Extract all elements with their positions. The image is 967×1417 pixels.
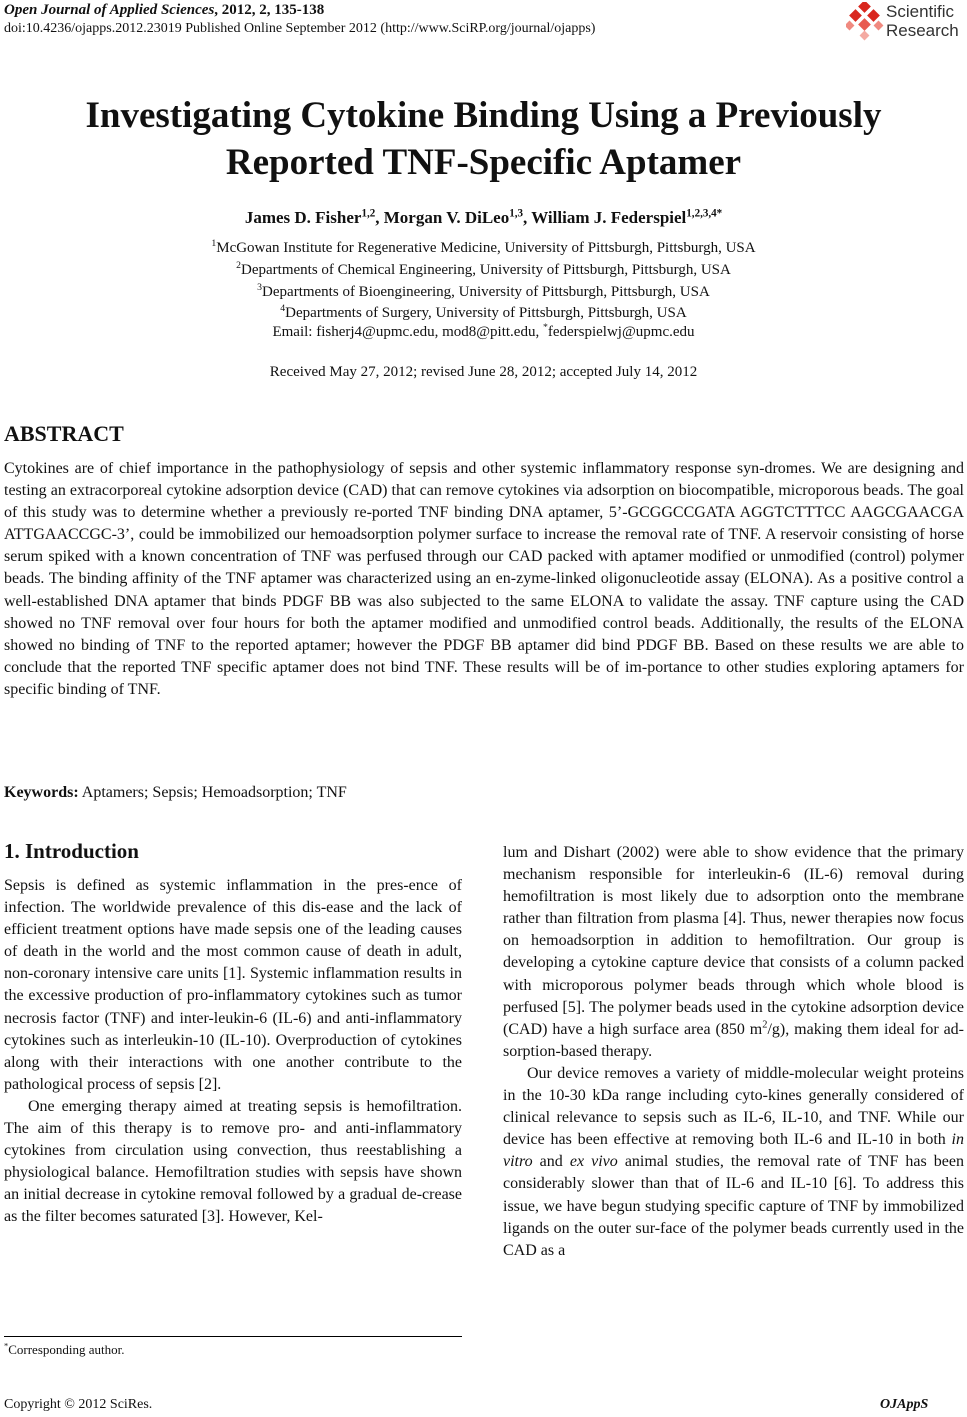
intro-paragraph-2: One emerging therapy aimed at treating sepsis is hemofiltration. The aim of this therapy is to remove pro- and anti-inflammatory cytokines from circulation using convection, thus reestablishing a physiological balance. Hemofiltration studies with sepsis have shown an initial decrease in cytokine removal followed by a gradual de-crease as the filter becomes saturated [3]. However, Kel- (4, 1097, 462, 1226)
author-list (0, 208, 967, 228)
footnote-text: Corresponding author. (8, 1342, 125, 1357)
affiliation (0, 238, 967, 258)
journal-abbrev-footer: OJAppS (880, 1397, 929, 1412)
affiliation-text: Departments of Surgery, University of Pittsburgh, Pittsburgh, USA (285, 305, 687, 321)
affiliation (0, 260, 967, 280)
italic-term: ex vivo (569, 1153, 618, 1171)
keywords (4, 784, 347, 802)
abstract-text: Cytokines are of chief importance in the pathophysiology of sepsis and other systemic inflammatory response syn-dromes. We are designing and testing an extracorporeal cytokine adsorption device (CAD) that can remove cytokines via adsorption on biocompatible, microporous beads. The goal of this study was to determine whether a previously re-ported TNF binding DNA aptamer, 5’-GCGGCCGATA AGGTCTTTCC AAGCGAACGA ATTGAACCGC-3’, could be immobilized our hemoadsorption polymer surface to increase the removal rate of TNF. A reservoir consisting of horse serum spiked with a known concentration of TNF was perfused through our CAD packed with aptamer modified or unmodified (control) polymer beads. The binding affinity of the TNF aptamer was characterized using an en-zyme-linked oligonucleotide assay (ELONA). As a positive control a well-established DNA aptamer that binds PDGF BB was also subjected to the same ELONA to validate the assay. TNF capture using the CAD showed no TNF removal over four hours for both the aptamer modified and unmodified control beads. Additionally, the results of the ELONA showed no binding of TNF to the reported aptamer; however the PDGF BB aptamer did bind PDGF BB. Based on these results we are able to conclude that the reported TNF specific aptamer does not bind TNF. These results will be of im-portance to other studies exploring aptamers for specific binding of TNF. (4, 460, 964, 698)
received-dates: Received May 27, 2012; revised June 28, 2012; accepted July 14, 2012 (269, 364, 698, 380)
footnote-divider (4, 1336, 462, 1337)
affiliation-marker: 1 (211, 238, 217, 249)
author-separator: , (375, 208, 384, 227)
doi-line: doi:10.4236/ojapps.2012.23019 Published Online September 2012 (http://www.SciRP.org/journal/ojapps) (4, 21, 596, 36)
paper-title (0, 92, 967, 186)
author-affiliation-marker: 1,3 (509, 207, 524, 220)
author-name: William J. Federspiel (531, 208, 687, 227)
right-column (503, 842, 964, 1262)
author-name: Morgan V. DiLeo (383, 208, 510, 227)
paragraph-text: animal studies, the removal rate of TNF has been considerably slower than that of IL-6 and IL-10 [6]. To address this issue, we have begun studying specific capture of TNF by immobilized ligands on the outer sur-face of the polymer beads currently used in the CAD as a (503, 1153, 964, 1259)
scirp-logo-icon (846, 2, 884, 42)
journal-header (4, 2, 324, 19)
paragraph-text: lum and Dishart (2002) were able to show evidence that the primary mechanism responsible for interleukin-6 (IL-6) removal during hemofiltration is most likely due to adsorption onto the membrane rather than filtration from plasma [4]. Thus, newer therapies now focus on hemoadsorption in addition to hemofiltration. Our group is developing a cytokine capture device that consists of a column packed with microporous polymer beads through which whole blood is perfused [5]. The polymer beads used in the cytokine adsorption device (CAD) have a high surface area (850 m (503, 844, 964, 1038)
paragraph-text: and (532, 1153, 570, 1171)
email-corresponding: federspielwj@upmc.edu (547, 324, 695, 340)
affiliation (0, 303, 967, 323)
title-line-2: Reported TNF-Specific Aptamer (225, 142, 742, 183)
affiliation-text: McGowan Institute for Regenerative Medicine, University of Pittsburgh, Pittsburgh, USA (216, 240, 756, 256)
email-corresponding-marker: * (542, 322, 548, 333)
section-heading-introduction: 1. Introduction (4, 839, 139, 863)
publisher-logo (846, 0, 966, 44)
affiliation-text: Departments of Bioengineering, University of Pittsburgh, Pittsburgh, USA (262, 284, 710, 300)
journal-name: Open Journal of Applied Sciences (4, 2, 215, 18)
intro-paragraph-1: Sepsis is defined as systemic inflammation in the pres-ence of infection. The worldwide prevalence of this dis-ease and the lack of efficient treatment options have made sepsis one of the leading causes of death in the world and the most common cause of death in adult, non-coronary intensive care units [1]. Systemic inflammation results in the excessive production of pro-inflammatory cytokines such as tumor necrosis factor (TNF) and inter-leukin-6 (IL-6) and anti-inflammatory cytokines such as interleukin-10 (IL-10). Overproduction of cytokines along with their interactions with one another contribute to the pathological process of sepsis [2]. (4, 877, 462, 1093)
email-prefix: Email: fisherj4@upmc.edu, mod8@pitt.edu, (272, 324, 543, 340)
superscript: 2 (762, 1019, 768, 1031)
intro-paragraph-4 (503, 1063, 964, 1262)
copyright-footer: Copyright © 2012 SciRes. (4, 1397, 153, 1412)
logo-text-line2: Research (886, 21, 959, 40)
author-affiliation-marker: 1,2 (361, 207, 376, 220)
footnote-marker: * (4, 1340, 9, 1351)
affiliation-marker: 2 (236, 260, 242, 271)
affiliation-marker: 3 (257, 282, 263, 293)
left-column (4, 875, 462, 1229)
abstract-heading: ABSTRACT (4, 421, 124, 446)
title-line-1: Investigating Cytokine Binding Using a Previously (85, 95, 882, 136)
logo-text-line1: Scientific (886, 2, 955, 21)
italic-term: in vitro (503, 1131, 964, 1171)
logo-text (886, 2, 959, 40)
affiliation (0, 282, 967, 302)
affiliation-marker: 4 (280, 303, 286, 314)
email-line (0, 322, 967, 342)
affiliation-text: Departments of Chemical Engineering, University of Pittsburgh, Pittsburgh, USA (241, 262, 731, 278)
author-name: James D. Fisher (244, 208, 362, 227)
author-separator: , (523, 208, 532, 227)
intro-paragraph-3 (503, 842, 964, 1063)
paragraph-text: /g), making them ideal for ad-sorption-based therapy. (503, 1020, 965, 1060)
keywords-label: Keywords: (4, 784, 79, 801)
footnote (4, 1342, 124, 1358)
keywords-text: Aptamers; Sepsis; Hemoadsorption; TNF (78, 784, 347, 801)
paragraph-text: Our device removes a variety of middle-molecular weight proteins in the 10-30 kDa range including cyto-kines generally considered of clinical relevance to sepsis such as IL-6, IL-10, and TNF. While our device has been effective at removing both IL-6 and IL-10 in both (503, 1064, 964, 1149)
journal-issue: , 2012, 2, 135-138 (214, 2, 325, 18)
author-affiliation-marker: 1,2,3,4* (686, 207, 723, 220)
